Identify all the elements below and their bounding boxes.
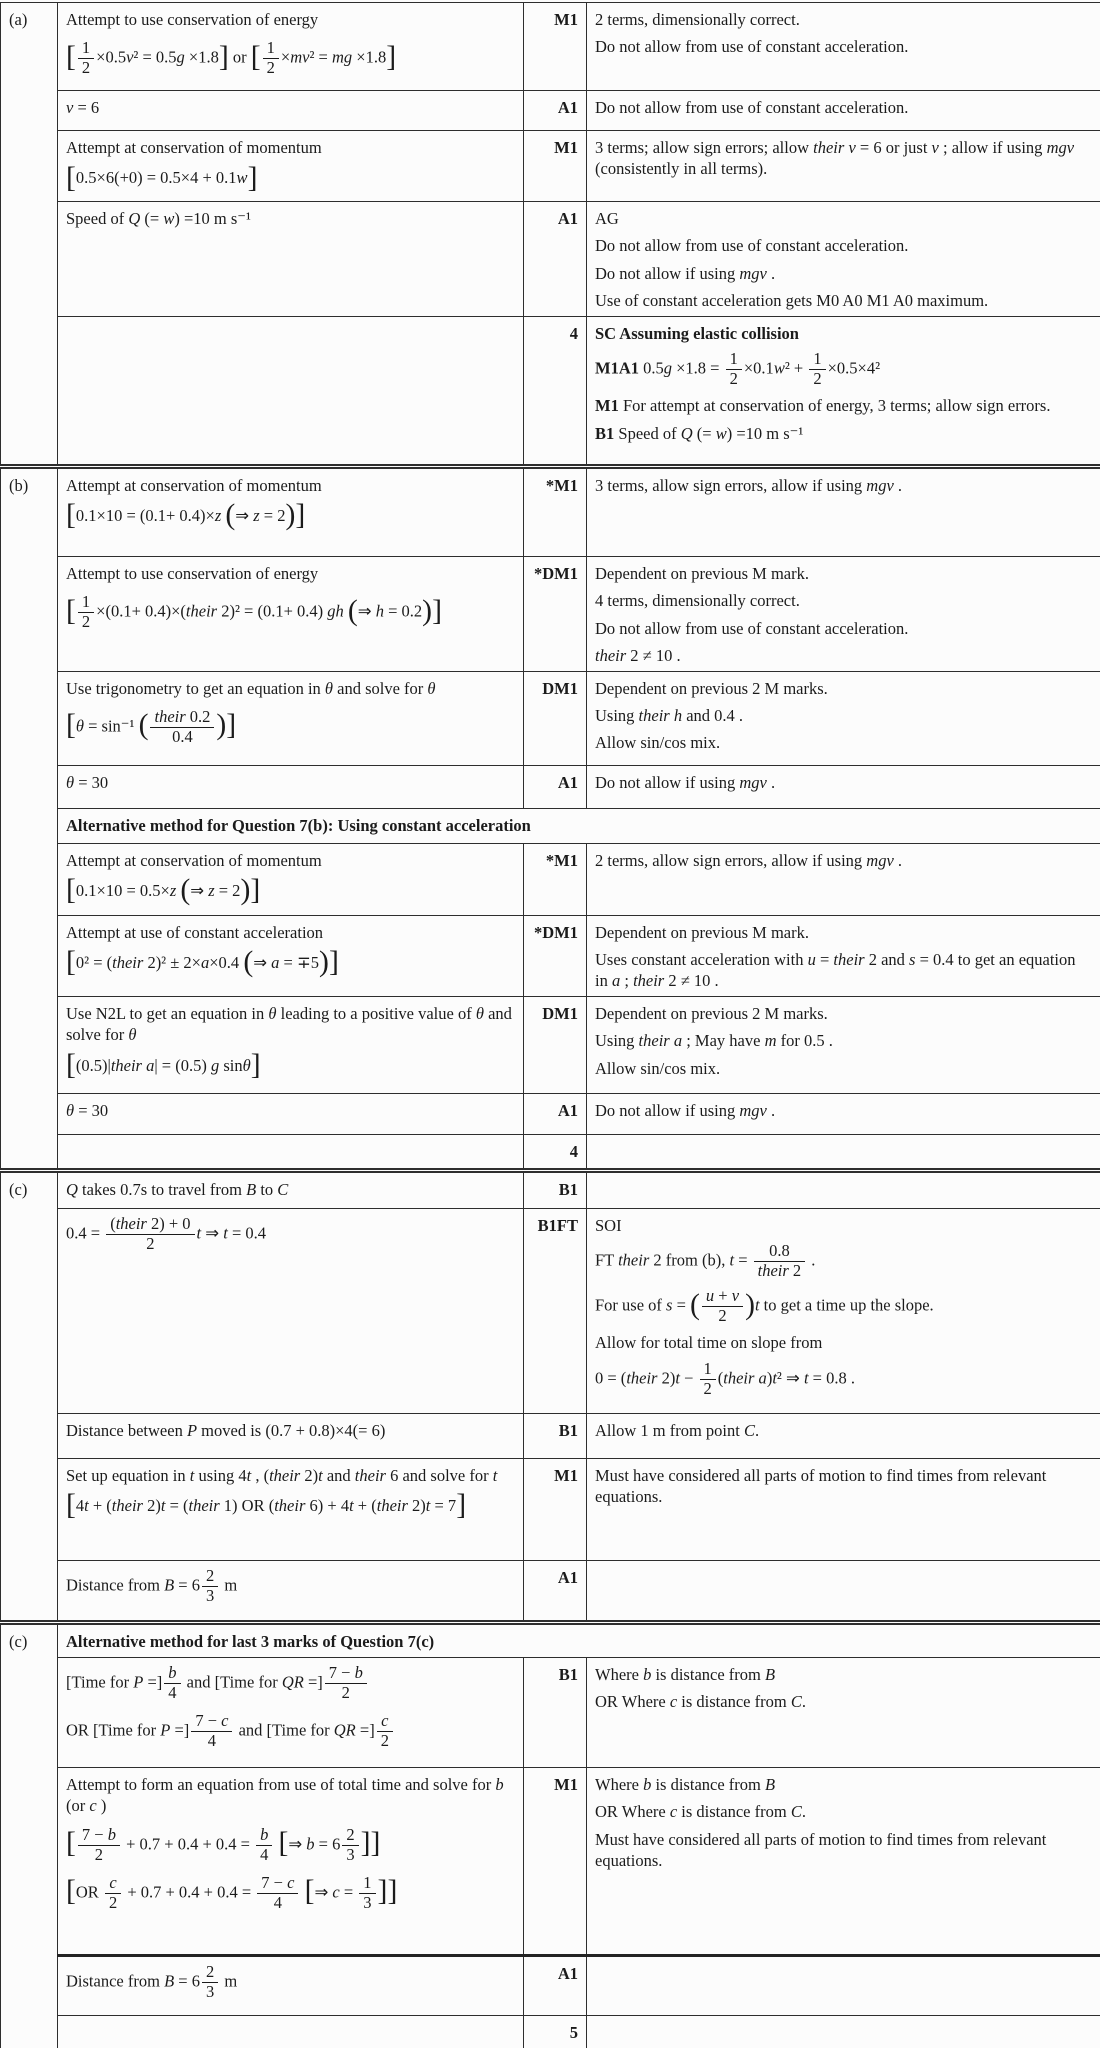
guidance-line: Dependent on previous 2 M marks. [595, 1003, 828, 1023]
big-bracket: ( [180, 874, 191, 907]
guidance-line: B1 Speed of Q (= w) =10 m s⁻¹ [595, 423, 804, 443]
answer-line: Attempt at conservation of momentum [66, 138, 322, 157]
answer-cell [58, 91, 524, 131]
mark-cell: 4 [524, 1134, 587, 1170]
big-bracket: [ [66, 709, 76, 742]
answer-line: Attempt at conservation of momentum [66, 475, 322, 495]
mark-cell: A1 [524, 765, 587, 808]
answer-cell [58, 1955, 524, 2015]
guidance-line: 0 = (their 2)t − $\frac{1}{2}$ (their a)t² ⇒ t = 0.8 . [595, 1358, 855, 1398]
big-bracket: ] [328, 946, 339, 979]
answer-cell [58, 2015, 524, 2048]
table-row [1, 316, 1100, 466]
table-row [1, 131, 1100, 202]
big-bracket: ] [250, 1048, 261, 1081]
fraction: $\frac{2}{3}$ [202, 1567, 218, 1606]
answer-line: Speed of Q (= w) =10 m s⁻¹ [66, 209, 251, 228]
guidance-cell [587, 843, 1100, 915]
fraction: $\frac{2}{3}$ [202, 1963, 218, 2002]
big-bracket: ] [247, 161, 258, 194]
fraction: $\frac{\text{(their 2) + 0}}{2}$ [106, 1215, 194, 1254]
guidance-line: Allow sin/cos mix. [595, 1058, 721, 1078]
answer-line: Distance from B = 6 $\frac{2}{3}$ m [66, 1565, 238, 1605]
mark-scheme-rows [1, 3, 1100, 2048]
answer-line: Q takes 0.7s to travel from B to C [66, 1179, 289, 1199]
big-bracket: ] [370, 1827, 381, 1860]
answer-cell [58, 765, 524, 808]
fraction: $\frac{1}{2}$ [809, 350, 825, 389]
answer-cell [58, 1560, 524, 1622]
guidance-cell [587, 3, 1100, 91]
table-row [1, 1458, 1100, 1560]
answer-line: v = 6 [66, 98, 100, 117]
guidance-cell [587, 1458, 1100, 1560]
big-bracket: ] [432, 594, 442, 627]
answer-cell [58, 1134, 524, 1170]
answer-cell [58, 1458, 524, 1560]
mark-cell: B1 [524, 1170, 587, 1208]
fraction: $\frac{7 - b}{2}$ [78, 1826, 120, 1865]
guidance-line: Dependent on previous 2 M marks. [595, 678, 828, 698]
big-bracket: ] [386, 40, 397, 73]
mark-cell: B1FT [524, 1208, 587, 1413]
big-bracket: [ [250, 40, 261, 73]
big-bracket: ] [456, 1489, 467, 1522]
fraction: $\frac{7 - b}{2}$ [325, 1664, 367, 1703]
mark-cell: A1 [524, 1560, 587, 1622]
table-row [1, 1560, 1100, 1622]
answer-line: [(0.5)|their a| = (0.5) g sinθ] [66, 1048, 261, 1081]
big-bracket: [ [278, 1827, 289, 1860]
answer-line: [θ = sin⁻¹ ( $\frac{\text{their 0.2}}{0.4}$ )] [66, 706, 237, 746]
answer-cell [58, 671, 524, 765]
guidance-cell [587, 671, 1100, 765]
fraction: $\frac{7 - c}{4}$ [257, 1874, 298, 1913]
big-bracket: ] [226, 709, 237, 742]
answer-cell [58, 3, 524, 91]
guidance-line: M1 For attempt at conservation of energy, 3 terms; allow sign errors. [595, 396, 1051, 416]
guidance-cell [587, 1208, 1100, 1413]
answer-cell [58, 1170, 524, 1208]
guidance-cell [587, 1955, 1100, 2015]
answer-line: Use trigonometry to get an equation in θ and solve for θ [66, 678, 436, 698]
big-bracket: [ [66, 1489, 76, 1522]
part-label: (b) [1, 466, 58, 1170]
big-bracket: [ [66, 40, 76, 73]
guidance-line: Using their h and 0.4 . [595, 705, 744, 725]
answer-line: [0.1×10 = (0.1+ 0.4)×z (⇒ z = 2)] [66, 499, 306, 532]
table-row [1, 843, 1100, 915]
mark-cell: B1 [524, 1657, 587, 1767]
fraction: $\frac{7 - c}{4}$ [191, 1712, 232, 1751]
guidance-cell [587, 1134, 1100, 1170]
answer-line: 0.4 = $\frac{\text{(their 2) + 0}}{2}$ t ⇒ t = 0.4 [66, 1213, 266, 1253]
answer-line: [4t + (their 2)t = (their 1) OR (their 6) + 4t + (their 2)t = 7] [66, 1489, 467, 1522]
table-row [1, 202, 1100, 317]
guidance-line: OR Where c is distance from C. [595, 1802, 806, 1822]
guidance-line: SC Assuming elastic collision [595, 323, 799, 343]
table-row [1, 1413, 1100, 1458]
fraction: $\frac{1}{2}$ [726, 350, 742, 389]
guidance-line: their 2 ≠ 10 . [595, 646, 681, 666]
big-bracket: ( [243, 946, 254, 979]
guidance-line: Dependent on previous M mark. [595, 563, 809, 583]
guidance-cell [587, 765, 1100, 808]
fraction: $\frac{c}{2}$ [105, 1874, 121, 1913]
mark-cell: B1 [524, 1413, 587, 1458]
table-row [1, 1208, 1100, 1413]
guidance-cell [587, 2015, 1100, 2048]
answer-cell [58, 1767, 524, 1955]
guidance-line: 2 terms, allow sign errors, allow if using mgv . [595, 850, 903, 870]
answer-cell [58, 1413, 524, 1458]
table-row [1, 1767, 1100, 1955]
guidance-line: Do not allow if using mgv . [595, 263, 776, 283]
part-label: (c) [1, 1170, 58, 1622]
guidance-line: Do not allow from use of constant acceleration. [595, 236, 909, 256]
answer-cell [58, 316, 524, 466]
mark-cell: *M1 [524, 466, 587, 556]
fraction: $\frac{1}{2}$ [263, 39, 279, 78]
guidance-line: Allow sin/cos mix. [595, 733, 721, 753]
guidance-line: 3 terms; allow sign errors; allow their v = 6 or just v ; allow if using mgv (consistently in all terms). [595, 138, 1075, 179]
guidance-line: 2 terms, dimensionally correct. [595, 10, 800, 29]
answer-cell [58, 1208, 524, 1413]
guidance-cell [587, 1767, 1100, 1955]
answer-line: Attempt at use of constant acceleration [66, 922, 324, 942]
answer-line: [0.1×10 = 0.5×z (⇒ z = 2)] [66, 874, 261, 907]
guidance-line: AG [595, 209, 619, 228]
guidance-cell [587, 1657, 1100, 1767]
guidance-cell [587, 202, 1100, 317]
guidance-line: Do not allow from use of constant acceleration. [595, 98, 909, 117]
guidance-line: OR Where c is distance from C. [595, 1692, 806, 1712]
fraction: $\frac{b}{4}$ [256, 1826, 272, 1865]
guidance-cell [587, 131, 1100, 202]
mark-cell: DM1 [524, 996, 587, 1093]
guidance-line: Do not allow from use of constant acceleration. [595, 618, 909, 638]
big-bracket: [ [66, 499, 76, 532]
table-row [1, 808, 1100, 843]
mark-cell: M1 [524, 3, 587, 91]
answer-cell [58, 843, 524, 915]
answer-cell [58, 466, 524, 556]
guidance-cell [587, 1560, 1100, 1622]
guidance-line: Where b is distance from B [595, 1664, 776, 1684]
guidance-line: Use of constant acceleration gets M0 A0 M1 A0 maximum. [595, 291, 989, 311]
answer-line: Attempt at conservation of momentum [66, 850, 322, 870]
table-row [1, 3, 1100, 91]
guidance-cell [587, 316, 1100, 466]
guidance-cell [587, 996, 1100, 1093]
fraction: $\frac{1}{3}$ [359, 1874, 375, 1913]
alternative-method-header: Alternative method for last 3 marks of Question 7(c) [58, 1622, 1100, 1657]
guidance-line: Using their a ; May have m for 0.5 . [595, 1031, 833, 1051]
big-bracket: ( [690, 1288, 700, 1321]
answer-line: Distance from B = 6 $\frac{2}{3}$ m [66, 1961, 238, 2001]
table-row [1, 671, 1100, 765]
guidance-line: Dependent on previous M mark. [595, 922, 809, 942]
guidance-line: Do not allow if using mgv . [595, 1100, 776, 1120]
table-row [1, 91, 1100, 131]
guidance-line: Do not allow from use of constant acceleration. [595, 37, 909, 57]
answer-cell [58, 1093, 524, 1134]
answer-line: [0² = (their 2)² ± 2×a×0.4 (⇒ a = ∓5)] [66, 946, 339, 979]
big-bracket: ] [218, 40, 229, 73]
big-bracket: [ [66, 161, 76, 194]
answer-cell [58, 915, 524, 996]
guidance-cell [587, 466, 1100, 556]
table-row [1, 556, 1100, 671]
answer-line: Distance between P moved is (0.7 + 0.8)×4(= 6) [66, 1420, 386, 1440]
mark-cell: 4 [524, 316, 587, 466]
mark-cell: DM1 [524, 671, 587, 765]
big-bracket: ) [319, 946, 329, 979]
answer-line: Attempt to use conservation of energy [66, 10, 319, 29]
guidance-cell [587, 915, 1100, 996]
big-bracket: ] [377, 1875, 388, 1908]
guidance-line: Where b is distance from B [595, 1774, 776, 1794]
table-row [1, 1170, 1100, 1208]
guidance-line: Do not allow if using mgv . [595, 772, 776, 792]
fraction: $\frac{1}{2}$ [78, 39, 94, 78]
table-row [1, 466, 1100, 556]
big-bracket: ) [216, 709, 227, 742]
big-bracket: ] [387, 1875, 398, 1908]
guidance-line: 3 terms, allow sign errors, allow if using mgv . [595, 475, 903, 495]
answer-line: Set up equation in t using 4t , (their 2)t and their 6 and solve for t [66, 1465, 498, 1485]
mark-cell: M1 [524, 1458, 587, 1560]
big-bracket: ( [138, 709, 149, 742]
big-bracket: ] [250, 874, 261, 907]
answer-line: θ = 30 [66, 772, 109, 792]
big-bracket: [ [66, 594, 76, 627]
fraction: $\frac{u + v}{2}$ [702, 1287, 743, 1326]
answer-line: OR [Time for P =] $\frac{7 - c}{4}$ and [Time for QR =] $\frac{c}{2}$ [66, 1712, 515, 1751]
big-bracket: [ [66, 1827, 76, 1860]
guidance-line: Uses constant acceleration with u = their 2 and s = 0.4 to get an equation in a ; their 2 ≠ 10 . [595, 949, 1076, 991]
fraction: $\frac{0.8}{\text{their 2}}$ [754, 1242, 806, 1281]
answer-line: [0.5×6(+0) = 0.5×4 + 0.1w] [66, 161, 258, 194]
mark-cell: *DM1 [524, 915, 587, 996]
part-label: (c) [1, 1622, 58, 2048]
fraction: $\frac{1}{2}$ [78, 593, 94, 632]
guidance-line: FT their 2 from (b), t = $\frac{0.8}{\text{their 2}}$ . [595, 1241, 816, 1281]
answer-line: [OR $\frac{c}{2}$ + 0.7 + 0.4 + 0.4 = $\frac{7 - c}{4}$ [⇒ c = $\frac{1}{3}$ ]] [66, 1872, 398, 1912]
guidance-line: M1A1 0.5g ×1.8 = $\frac{1}{2}$ ×0.1w² + $\frac{1}{2}$ ×0.5×4² [595, 349, 881, 389]
fraction: $\frac{b}{4}$ [164, 1664, 180, 1703]
mark-cell: A1 [524, 1093, 587, 1134]
guidance-line: Allow 1 m from point C. [595, 1420, 760, 1440]
guidance-line: For use of s = ( $\frac{u + v}{2}$ )t to get a time up the slope. [595, 1286, 934, 1326]
big-bracket: ] [360, 1827, 371, 1860]
big-bracket: [ [66, 946, 76, 979]
big-bracket: [ [66, 1048, 76, 1081]
table-row [1, 2015, 1100, 2048]
answer-line: Attempt to use conservation of energy [66, 563, 319, 583]
answer-line: θ = 30 [66, 1100, 109, 1120]
table-row [1, 1657, 1100, 1767]
answer-line: [Time for P =] $\frac{b}{4}$ and [Time for QR =] $\frac{7 - b}{2}$ [66, 1664, 515, 1703]
guidance-cell [587, 91, 1100, 131]
guidance-cell [587, 1170, 1100, 1208]
answer-cell [58, 202, 524, 317]
big-bracket: ) [422, 594, 433, 627]
answer-cell [58, 996, 524, 1093]
big-bracket: [ [66, 1875, 76, 1908]
part-label: (a) [1, 3, 58, 467]
table-row [1, 1622, 1100, 1657]
mark-cell: A1 [524, 91, 587, 131]
guidance-line: Must have considered all parts of motion to find times from relevant equations. [595, 1465, 1047, 1507]
alternative-method-header: Alternative method for Question 7(b): Using constant acceleration [58, 808, 1100, 843]
guidance-line: Allow for total time on slope from [595, 1333, 823, 1353]
table-row [1, 996, 1100, 1093]
big-bracket: ( [225, 499, 236, 532]
table-row [1, 1955, 1100, 2015]
mark-cell: A1 [524, 1955, 587, 2015]
guidance-line: 4 terms, dimensionally correct. [595, 591, 800, 611]
answer-line: [ $\frac{7 - b}{2}$ + 0.7 + 0.4 + 0.4 = $\frac{b}{4}$ [⇒ b = 6 $\frac{2}{3}$ ]] [66, 1824, 381, 1864]
answer-line: [ $\frac{1}{2}$ ×0.5v² = 0.5g ×1.8] or [ $\frac{1}{2}$ ×mv² = mg ×1.8] [66, 38, 397, 78]
guidance-cell [587, 1413, 1100, 1458]
big-bracket: ( [347, 594, 358, 627]
mark-scheme-table [0, 2, 1100, 2048]
table-row [1, 1093, 1100, 1134]
mark-cell: A1 [524, 202, 587, 317]
answer-cell [58, 1657, 524, 1767]
fraction: $\frac{1}{2}$ [700, 1360, 716, 1399]
fraction: $\frac{2}{3}$ [342, 1826, 358, 1865]
guidance-line: Must have considered all parts of motion to find times from relevant equations. [595, 1829, 1047, 1871]
fraction: $\frac{c}{2}$ [377, 1712, 393, 1751]
big-bracket: ) [285, 499, 296, 532]
answer-cell [58, 556, 524, 671]
big-bracket: ) [240, 874, 251, 907]
answer-cell [58, 131, 524, 202]
answer-line: [ $\frac{1}{2}$ ×(0.1+ 0.4)×(their 2)² = (0.1+ 0.4) gh (⇒ h = 0.2)] [66, 592, 442, 632]
mark-cell: M1 [524, 131, 587, 202]
big-bracket: ] [295, 499, 306, 532]
mark-cell: M1 [524, 1767, 587, 1955]
big-bracket: [ [304, 1875, 315, 1908]
table-row [1, 765, 1100, 808]
guidance-cell [587, 556, 1100, 671]
guidance-cell [587, 1093, 1100, 1134]
big-bracket: [ [66, 874, 76, 907]
guidance-line: SOI [595, 1215, 622, 1235]
answer-line: Use N2L to get an equation in θ leading to a positive value of θ and solve for θ [66, 1003, 512, 1045]
mark-cell: *M1 [524, 843, 587, 915]
fraction: $\frac{\text{their 0.2}}{0.4}$ [150, 708, 214, 747]
mark-cell: 5 [524, 2015, 587, 2048]
big-bracket: ) [745, 1288, 755, 1321]
table-row [1, 915, 1100, 996]
mark-cell: *DM1 [524, 556, 587, 671]
answer-line: Attempt to form an equation from use of total time and solve for b (or c ) [66, 1774, 504, 1816]
table-row [1, 1134, 1100, 1170]
